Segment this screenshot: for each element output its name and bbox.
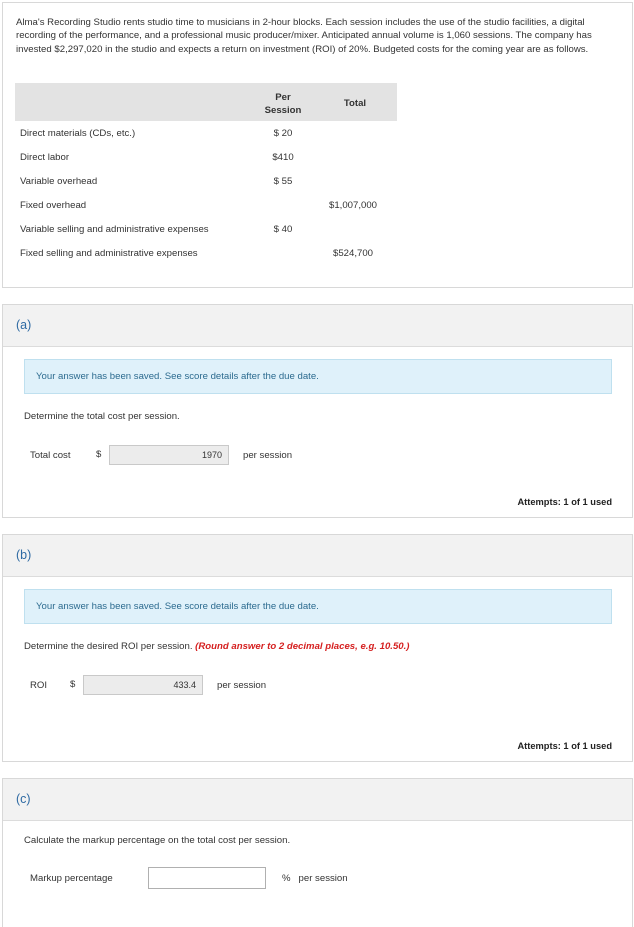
row-per-direct-labor: $410 (272, 152, 294, 163)
row-label-variable-sga: Variable selling and administrative expenses (20, 224, 209, 235)
part-b-question: Determine the desired ROI per session. (Round answer to 2 decimal places, e.g. 10.50.) (24, 641, 410, 652)
problem-statement-panel (2, 2, 633, 288)
problem-text: Alma's Recording Studio rents studio time to musicians in 2-hour blocks. Each session includes the use of the studio facilities, a digital recording of the performance, and a professional music producer/mixer. Anticipated annual volume is 1,060 sessions. The company has invested $2,297,020 in the studio and expects a return on investment (ROI) of 20%. Budgeted costs for the coming year are as follows. (16, 17, 592, 55)
roi-unit: per session (217, 680, 267, 691)
row-label-direct-materials: Direct materials (CDs, etc.) (20, 128, 136, 139)
roi-label: ROI (30, 680, 48, 691)
part-b-attempts: Attempts: 1 of 1 used (517, 741, 612, 751)
markup-percentage-label: Markup percentage (30, 873, 113, 884)
part-c-label: (c) (16, 792, 31, 806)
part-a-attempts: Attempts: 1 of 1 used (517, 497, 612, 507)
total-cost-currency: $ (96, 449, 102, 460)
part-b-rounding-instruction: (Round answer to 2 decimal places, e.g. 10.50.) (195, 641, 410, 652)
part-a-question: Determine the total cost per session. (24, 411, 180, 422)
part-a-header (3, 305, 632, 347)
part-b-panel (2, 534, 633, 762)
markup-percentage-input[interactable] (148, 867, 266, 889)
total-cost-answer-field[interactable]: 1970 (109, 445, 229, 465)
row-label-fixed-sga: Fixed selling and administrative expenses (20, 248, 198, 259)
part-b-header (3, 535, 632, 577)
total-cost-label: Total cost (30, 450, 71, 461)
col-total: Total (343, 98, 367, 109)
total-cost-unit: per session (243, 450, 293, 461)
part-a-panel (2, 304, 633, 518)
part-a-saved-notice: Your answer has been saved. See score details after the due date. (24, 359, 612, 394)
row-label-fixed-overhead: Fixed overhead (20, 200, 87, 211)
row-per-direct-materials: $ 20 (273, 128, 293, 139)
row-total-fixed-sga: $524,700 (332, 248, 373, 259)
part-c-question: Calculate the markup percentage on the total cost per session. (24, 835, 291, 846)
part-c-header (3, 779, 632, 821)
row-per-variable-overhead: $ 55 (273, 176, 293, 187)
part-c-panel (2, 778, 633, 927)
part-b-label: (b) (16, 548, 32, 562)
markup-percentage-unit: % per session (282, 873, 348, 884)
part-a-label: (a) (16, 318, 32, 332)
part-b-saved-notice: Your answer has been saved. See score details after the due date. (24, 589, 612, 624)
cost-table-header (15, 83, 397, 121)
row-total-fixed-overhead: $1,007,000 (328, 200, 377, 211)
roi-answer-field[interactable]: 433.4 (83, 675, 203, 695)
roi-currency: $ (70, 679, 76, 690)
row-per-variable-sga: $ 40 (273, 224, 293, 235)
row-label-direct-labor: Direct labor (20, 152, 70, 163)
row-label-variable-overhead: Variable overhead (20, 176, 98, 187)
col-per-session: Per Session (264, 92, 302, 116)
